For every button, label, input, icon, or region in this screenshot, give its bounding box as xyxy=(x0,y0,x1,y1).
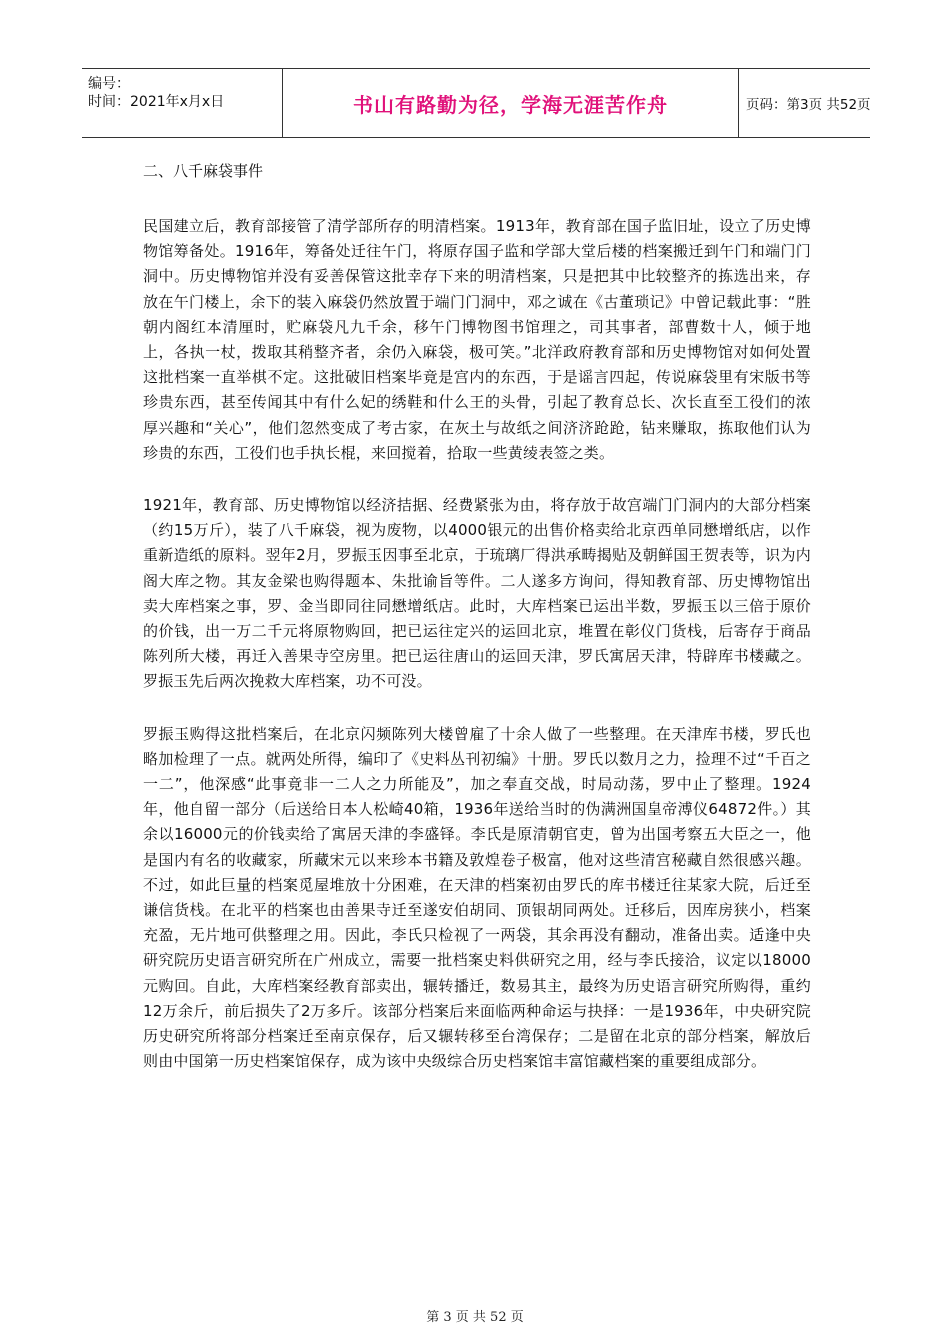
page-footer: 第 3 页 共 52 页 xyxy=(426,1310,524,1325)
paragraph: 民国建立后，教育部接管了清学部所存的明清档案。1913年，教育部在国子监旧址，设立了历史博物馆筹备处。1916年，筹备处迁往午门，将原存国子监和学部大堂后楼的档案搬迁到午门和端门门洞中。历史博物馆并没有妥善保管这批幸存下来的明清档案，只是把其中比较整齐的拣选出来，存放在午门楼上，余下的装入麻袋仍然放置于端门门洞中，邓之诚在《古董琐记》中曾记载此事：“胜朝内阁红本清厘时，贮麻袋凡九千余，移午门博物图书馆理之，司其事者，部曹数十人，倾于地上，各执一杖，拨取其稍整齐者，余仍入麻袋，极可笑。”北洋政府教育部和历史博物馆对如何处置这批档案一直举棋不定。这批破旧档案毕竟是宫内的东西，于是谣言四起，传说麻袋里有宋版书等珍贵东西，甚至传闻其中有什么妃的绣鞋和什么王的头骨，引起了教育总长、次长直至工役们的浓厚兴趣和“关心”，他们忽然变成了考古家，在灰土与故纸之间济济跄跄，钻来赚取，拣取他们认为珍贵的东西，工役们也手执长棍，来回搅着，拾取一些黄绫表签之类。 xyxy=(143,217,811,462)
header-motto-cell xyxy=(282,69,739,137)
page-header xyxy=(82,68,870,138)
serial-number-label: 编号： xyxy=(88,76,130,92)
article-body xyxy=(143,155,811,1075)
page-code: 页码：第3页 共52页 xyxy=(746,97,871,113)
section-title: 二、八千麻袋事件 xyxy=(143,162,264,180)
header-page-cell xyxy=(738,69,878,137)
motto-text: 书山有路勤为径，学海无涯苦作舟 xyxy=(353,92,668,117)
paragraph: 罗振玉购得这批档案后，在北京闪频陈列大楼曾雇了十余人做了一些整理。在天津库书楼，罗氏也略加检理了一点。就两处所得，编印了《史料丛刊初编》十册。罗氏以数月之力，捡理不过“千百之一二”，他深感“此事竟非一二人之力所能及”，加之奉直交战，时局动荡，罗中止了整理。1924年，他自留一部分（后送给日本人松崎40箱，1936年送给当时的伪满洲国皇帝溥仪64872件。）其余以16000元的价钱卖给了寓居天津的李盛铎。李氏是原清朝官吏，曾为出国考察五大臣之一，他是国内有名的收藏家，所藏宋元以来珍本书籍及敦煌卷子极富，他对这些清宫秘藏自然很感兴趣。不过，如此巨量的档案觅屋堆放十分困难，在天津的档案初由罗氏的库书楼迁往某家大院，后迁至谦信货栈。在北平的档案也由善果寺迁至遂安伯胡同、顶银胡同两处。迁移后，因库房狭小，档案充盈，无片地可供整理之用。因此，李氏只检视了一两袋，其余再没有翻动，准备出卖。适逢中央研究院历史语言研究所在广州成立，需要一批档案史料供研究之用，经与李氏接洽，议定以18000元购回。自此，大库档案经教育部卖出，辗转播迁，数易其主，最终为历史语言研究所购得，重约12万余斤，前后损失了2万多斤。该部分档案后来面临两种命运与抉择：一是1936年，中央研究院历史研究所将部分档案迁至南京保存，后又辗转移至台湾保存；二是留在北京的部分档案，解放后则由中国第一历史档案馆保存，成为该中央级综合历史档案馆丰富馆藏档案的重要组成部分。 xyxy=(143,724,811,1071)
time-label: 时间：2021年x月x日 xyxy=(88,94,225,110)
header-meta xyxy=(82,69,282,137)
paragraph: 1921年，教育部、历史博物馆以经济拮据、经费紧张为由，将存放于故宫端门门洞内的大部分档案（约15万斤），装了八千麻袋，视为废物，以4000银元的出售价格卖给北京西单同懋增纸店，以作重新造纸的原料。翌年2月，罗振玉因事至北京，于琉璃厂得洪承畴揭贴及朝鲜国王贺表等，识为内阁大库之物。其友金梁也购得题本、朱批谕旨等件。二人遂多方询问，得知教育部、历史博物馆出卖大库档案之事，罗、金当即同往同懋增纸店。此时，大库档案已运出半数，罗振玉以三倍于原价的价钱，出一万二千元将原物购回，把已运往定兴的运回北京，堆置在彰仪门货栈，后寄存于商品陈列所大楼，再迁入善果寺空房里。把已运往唐山的运回天津，罗氏寓居天津，特辟库书楼藏之。罗振玉先后两次挽救大库档案，功不可没。 xyxy=(143,496,811,691)
